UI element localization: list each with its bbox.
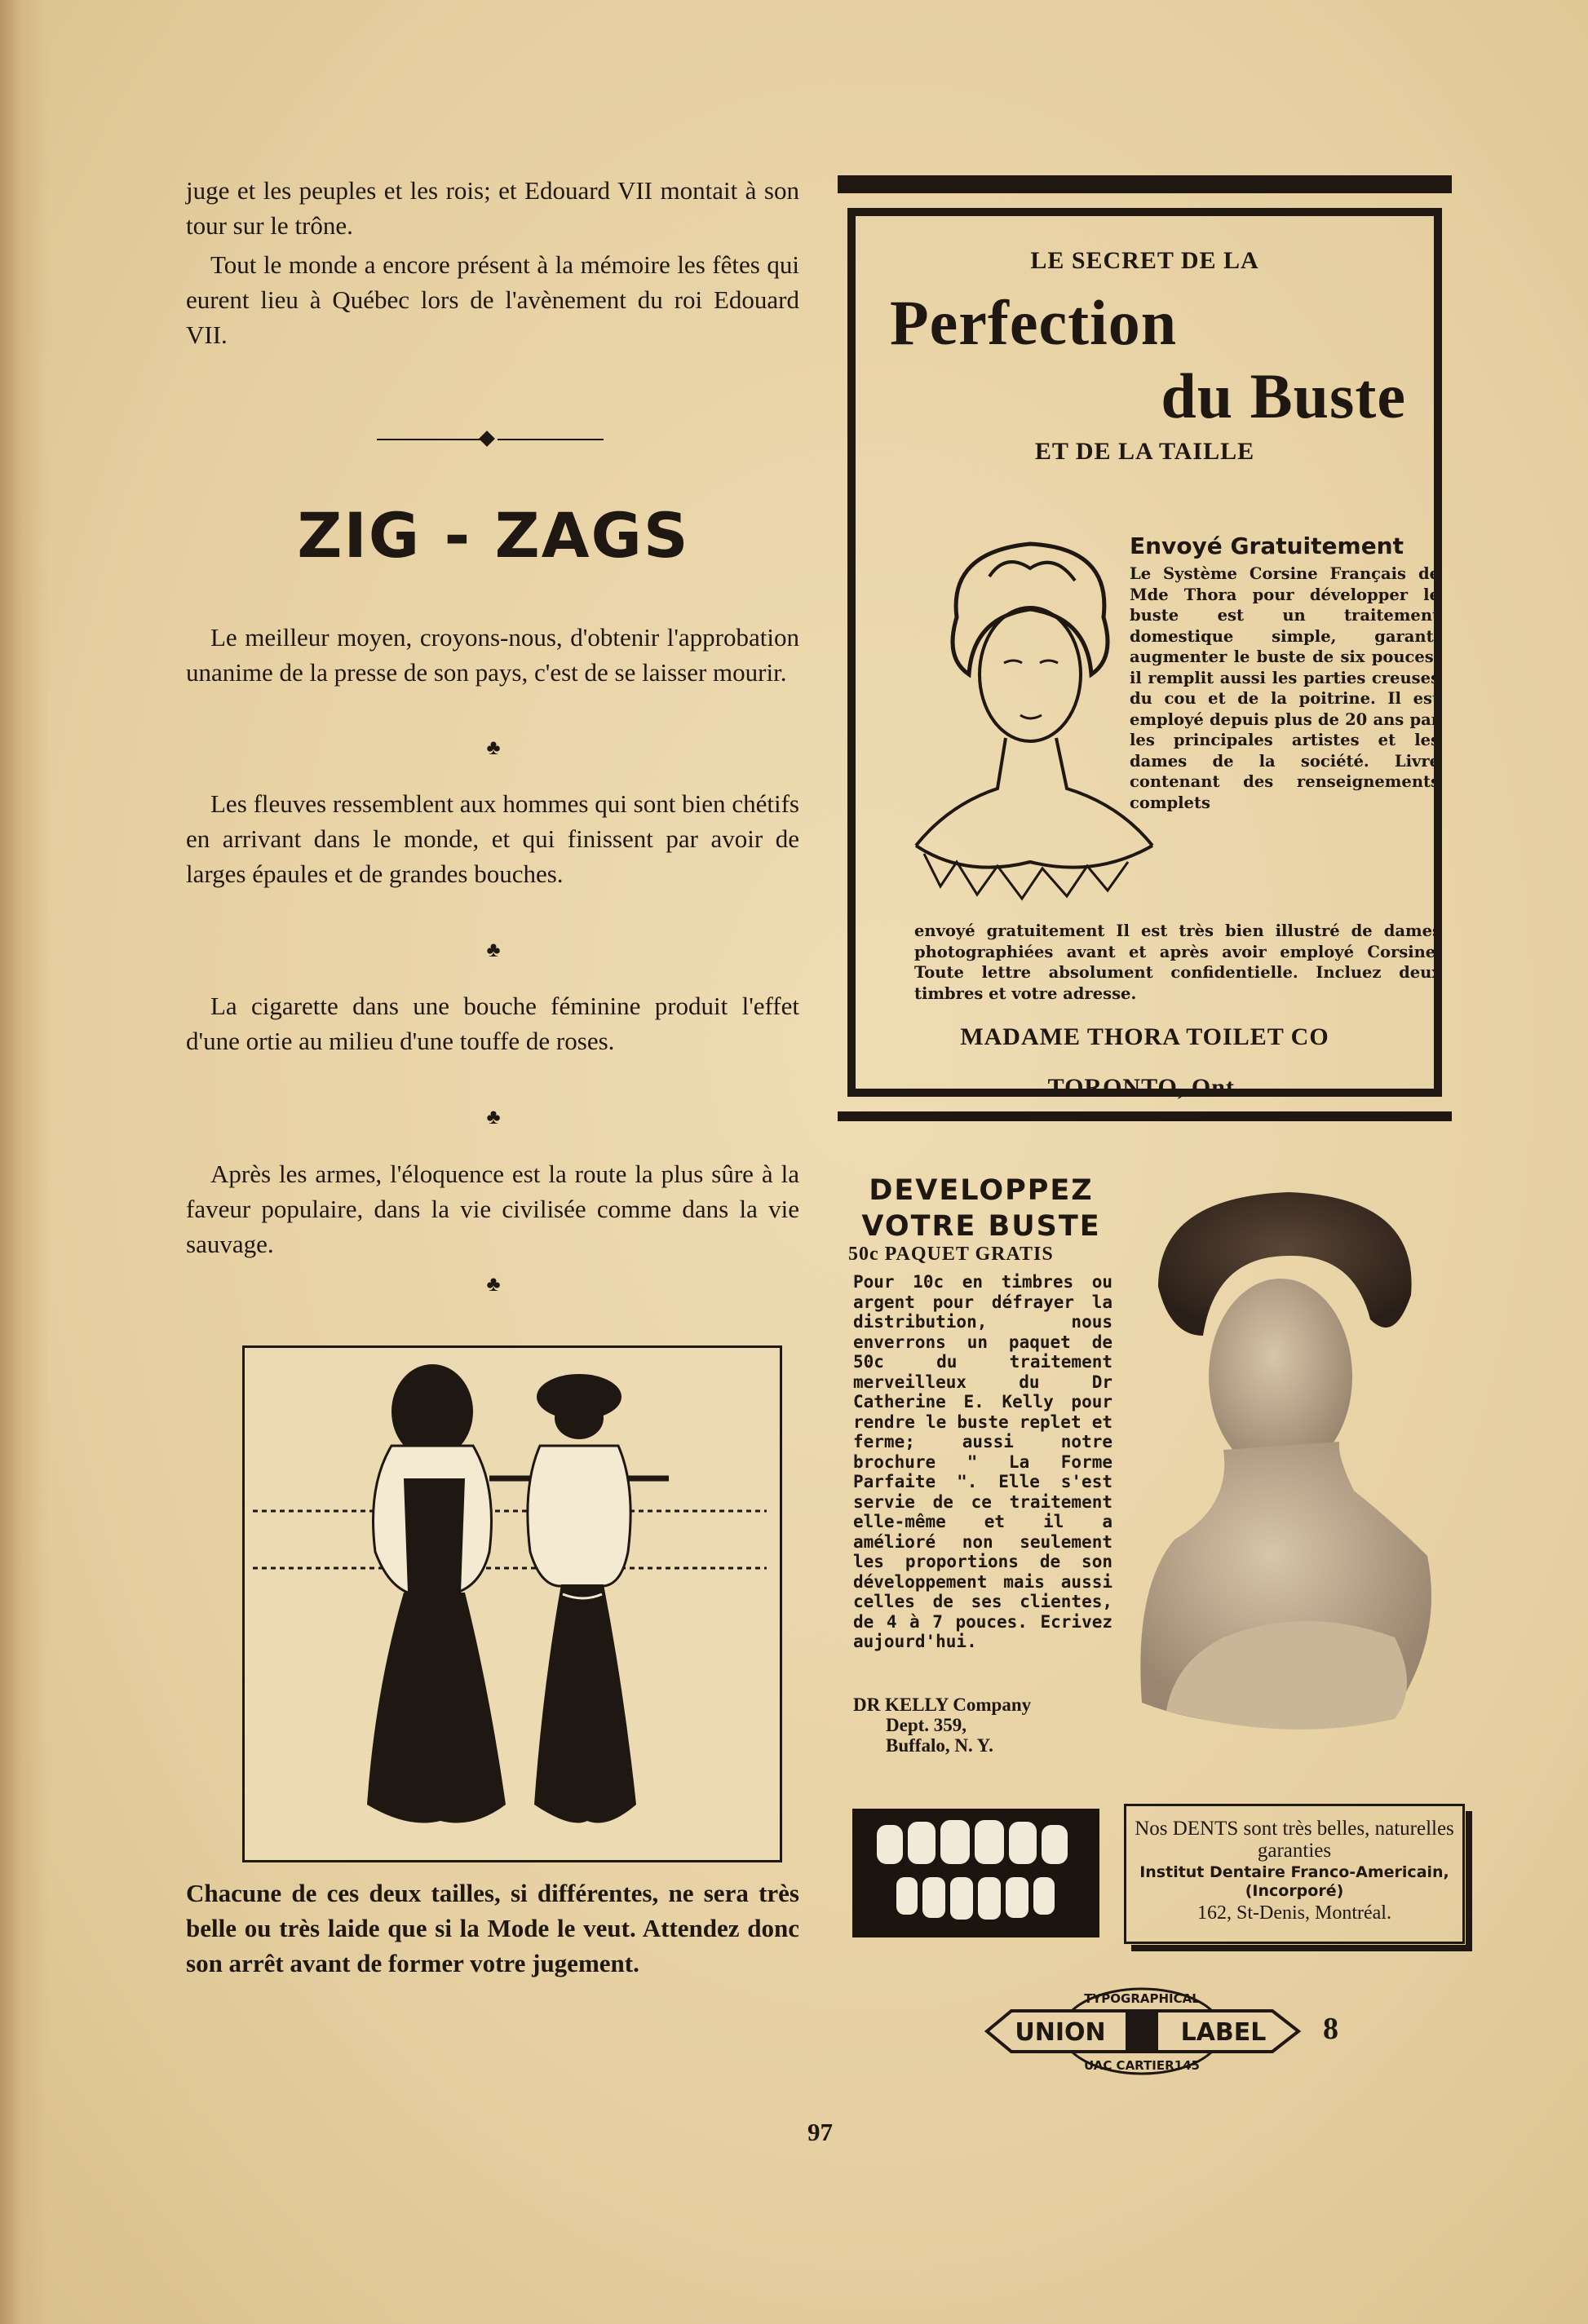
zigzag-item-3: La cigarette dans une bouche féminine produit l'effet d'une ortie au milieu d'une touffe de roses. <box>186 992 799 1055</box>
kelly-body: Pour 10c en timbres ou argent pour défrayer la distribution, nous enverrons un paquet de 50c du traitement merveilleux du Dr Catherine E. Kelly pour rendre le buste replet et ferme; aussi notre brochure " La Forme Parfaite ". Elle s'est servie de ce traitement elle-même et il a amélioré non seulement les proportions de son développement mais aussi celles de ses clientes, de 4 à 7 pouces. Ecrivez aujourd'hui. <box>853 1272 1112 1651</box>
dents-line-2: Institut Dentaire Franco-Americain, (Incorporé) <box>1139 1863 1449 1900</box>
zigzag-item-2: Les fleuves ressemblent aux hommes qui sont bien chétifs en arrivant dans le monde, et qui finissent par avoir de larges épaules et de grandes bouches. <box>186 789 799 888</box>
ad-body-top: Le Système Corsine Français de Mde Thora pour développer le buste est un traitement domestique simple, garanti augmenter le buste de six pouces; il remplit aussi les parties creuses du cou et de la poitrine. Il est employé depuis plus de 20 ans par les principales artistes et les dames de la société. Livre contenant des renseignements complets <box>1130 564 1440 812</box>
club-separator-icon: ♣ <box>486 938 501 961</box>
club-separator-icon: ♣ <box>486 1105 501 1129</box>
kelly-dept: Dept. 359, <box>886 1715 967 1735</box>
intro-paragraph-2: Tout le monde a encore présent à la mémoire les fêtes qui eurent lieu à Québec lors de l'avènement du roi Edouard VII. <box>186 250 799 349</box>
ad-headline-1: Perfection <box>890 287 1178 358</box>
union-label-number: 8 <box>1323 2012 1338 2046</box>
club-separator-icon: ♣ <box>486 1272 501 1296</box>
ad-dents <box>1124 1804 1465 1944</box>
ad-perfection-frame <box>847 208 1442 1101</box>
dents-line-1: Nos DENTS sont très belles, naturelles garanties <box>1135 1818 1454 1862</box>
divider-left-rule <box>377 439 483 440</box>
two-women-illustration <box>245 1348 780 1860</box>
page-number: 97 <box>807 2118 833 2146</box>
teeth-illustration <box>852 1809 1099 1937</box>
kelly-company: DR KELLY Company <box>853 1694 1032 1715</box>
ad-city: TORONTO, Ont. <box>1047 1074 1242 1101</box>
intro-paragraph-1: juge et les peuples et les rois; et Edouard VII montait à son tour sur le trône. <box>186 176 799 240</box>
ad-subhead: ET DE LA TAILLE <box>1034 438 1255 465</box>
kelly-headline-1: DEVELOPPEZ <box>869 1174 1094 1207</box>
book-spine-shadow <box>0 0 49 2324</box>
woman-photo-illustration <box>1126 1181 1452 1743</box>
ad-company: MADAME THORA TOILET CO <box>960 1023 1329 1050</box>
union-right-text: LABEL <box>1180 2018 1267 2047</box>
kelly-offer: 50c PAQUET GRATIS <box>848 1244 1054 1265</box>
dents-line-3: 162, St-Denis, Montréal. <box>1197 1902 1391 1924</box>
zigzag-item-1: Le meilleur moyen, croyons-nous, d'obtenir l'approbation unanime de la presse de son pays, c'est de se laisser mourir. <box>186 623 799 687</box>
union-label-logo <box>979 1986 1305 2076</box>
union-bottom-text: UAC CARTIER145 <box>1084 2058 1200 2073</box>
club-separator-icon: ♣ <box>486 736 501 759</box>
union-left-text: UNION <box>1015 2018 1106 2047</box>
section-title: ZIG - ZAGS <box>297 499 690 572</box>
kelly-signature <box>853 1694 1122 1756</box>
union-top-text: TYPOGRAPHICAL <box>1084 1991 1200 2006</box>
zigzag-item-4: Après les armes, l'éloquence est la route la plus sûre à la faveur populaire, dans la vie civilisée comme dans la vie sauvage. <box>186 1160 799 1258</box>
ad-perfection-du-buste <box>838 175 1452 1121</box>
kelly-headline-2: VOTRE BUSTE <box>861 1210 1101 1243</box>
cartoon-caption: Chacune de ces deux tailles, si différentes, ne sera très belle ou très laide que si la Mode le veut. Attendez donc son arrêt avant de former votre jugement. <box>186 1879 799 1977</box>
kelly-headline <box>847 1173 1116 1244</box>
ad-headline-2: du Buste <box>1161 360 1406 431</box>
woman-portrait-illustration <box>900 519 1161 911</box>
teeth-icon <box>852 1809 1099 1937</box>
ad-body-bottom: envoyé gratuitement Il est très bien illustré de dames photographiées avant et après avoir employé Corsine. Toute lettre absolument confidentielle. Incluez deux timbres et votre adresse. <box>914 921 1441 1003</box>
divider-right-rule <box>498 439 604 440</box>
kelly-city: Buffalo, N. Y. <box>886 1735 993 1756</box>
ad-envoye-heading: Envoyé Gratuitement <box>1130 532 1404 559</box>
two-women-cartoon <box>242 1345 782 1862</box>
ad-kicker: LE SECRET DE LA <box>1030 247 1259 274</box>
